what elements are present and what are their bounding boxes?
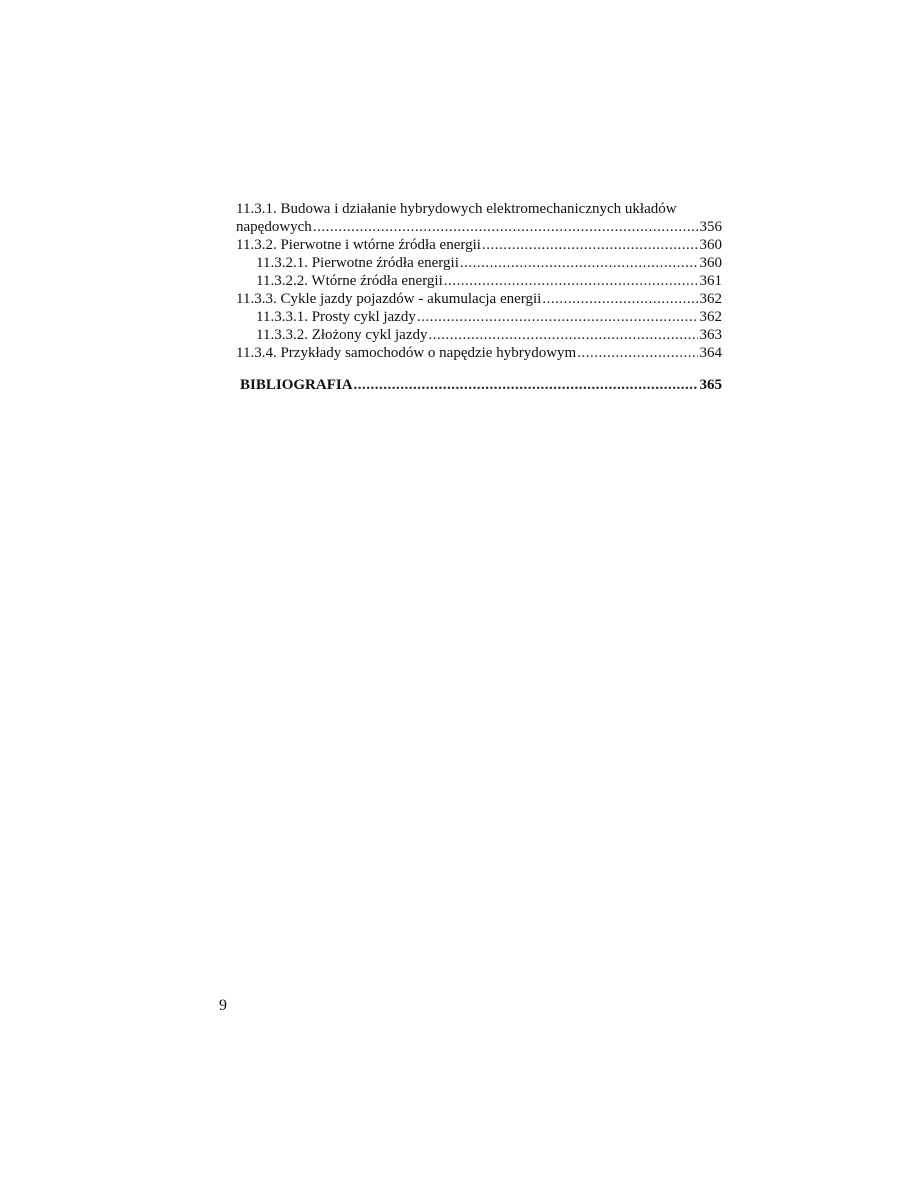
table-of-contents xyxy=(236,200,722,394)
toc-entry-page: 361 xyxy=(699,273,722,289)
toc-entry-11-3-3[interactable] xyxy=(236,290,722,308)
toc-entry-title: 11.3.2. Pierwotne i wtórne źródła energii xyxy=(236,237,481,253)
dot-leader xyxy=(482,236,698,254)
toc-entry-page: 356 xyxy=(699,219,722,235)
toc-entry-title: 11.3.2.2. Wtórne źródła energii xyxy=(256,273,443,289)
toc-entry-11-3-1-line2[interactable] xyxy=(236,218,722,236)
toc-entry-page: 365 xyxy=(699,377,722,393)
toc-entry-title: BIBLIOGRAFIA xyxy=(240,377,353,393)
toc-entry-11-3-3-2[interactable] xyxy=(236,326,722,344)
dot-leader xyxy=(417,308,698,326)
page-number: 9 xyxy=(219,997,227,1014)
toc-entry-bibliography[interactable] xyxy=(236,376,722,394)
dot-leader xyxy=(460,254,698,272)
toc-entry-page: 362 xyxy=(699,291,722,307)
dot-leader xyxy=(444,272,698,290)
toc-entry-page: 364 xyxy=(699,345,722,361)
toc-entry-title: 11.3.3.1. Prosty cykl jazdy xyxy=(256,309,416,325)
dot-leader xyxy=(542,290,697,308)
toc-entry-title: 11.3.1. Budowa i działanie hybrydowych elektromechanicznych układów xyxy=(236,201,677,217)
dot-leader xyxy=(354,376,698,394)
toc-entry-page: 362 xyxy=(699,309,722,325)
toc-entry-11-3-2-1[interactable] xyxy=(236,254,722,272)
toc-entry-title: 11.3.4. Przykłady samochodów o napędzie hybrydowym xyxy=(236,345,577,361)
dot-leader xyxy=(577,344,697,362)
toc-entry-title: napędowych xyxy=(236,219,312,235)
toc-entry-11-3-4[interactable] xyxy=(236,344,722,362)
toc-entry-11-3-3-1[interactable] xyxy=(236,308,722,326)
toc-entry-page: 363 xyxy=(699,327,722,343)
toc-entry-11-3-2-2[interactable] xyxy=(236,272,722,290)
toc-entry-page: 360 xyxy=(699,237,722,253)
toc-entry-title: 11.3.3. Cykle jazdy pojazdów - akumulacja energii xyxy=(236,291,542,307)
toc-entry-title: 11.3.2.1. Pierwotne źródła energii xyxy=(256,255,459,271)
toc-entry-11-3-2[interactable] xyxy=(236,236,722,254)
toc-entry-page: 360 xyxy=(699,255,722,271)
dot-leader xyxy=(429,326,698,344)
dot-leader xyxy=(313,218,698,236)
toc-entry-title: 11.3.3.2. Złożony cykl jazdy xyxy=(256,327,428,343)
toc-entry-11-3-1-line1 xyxy=(236,200,722,218)
